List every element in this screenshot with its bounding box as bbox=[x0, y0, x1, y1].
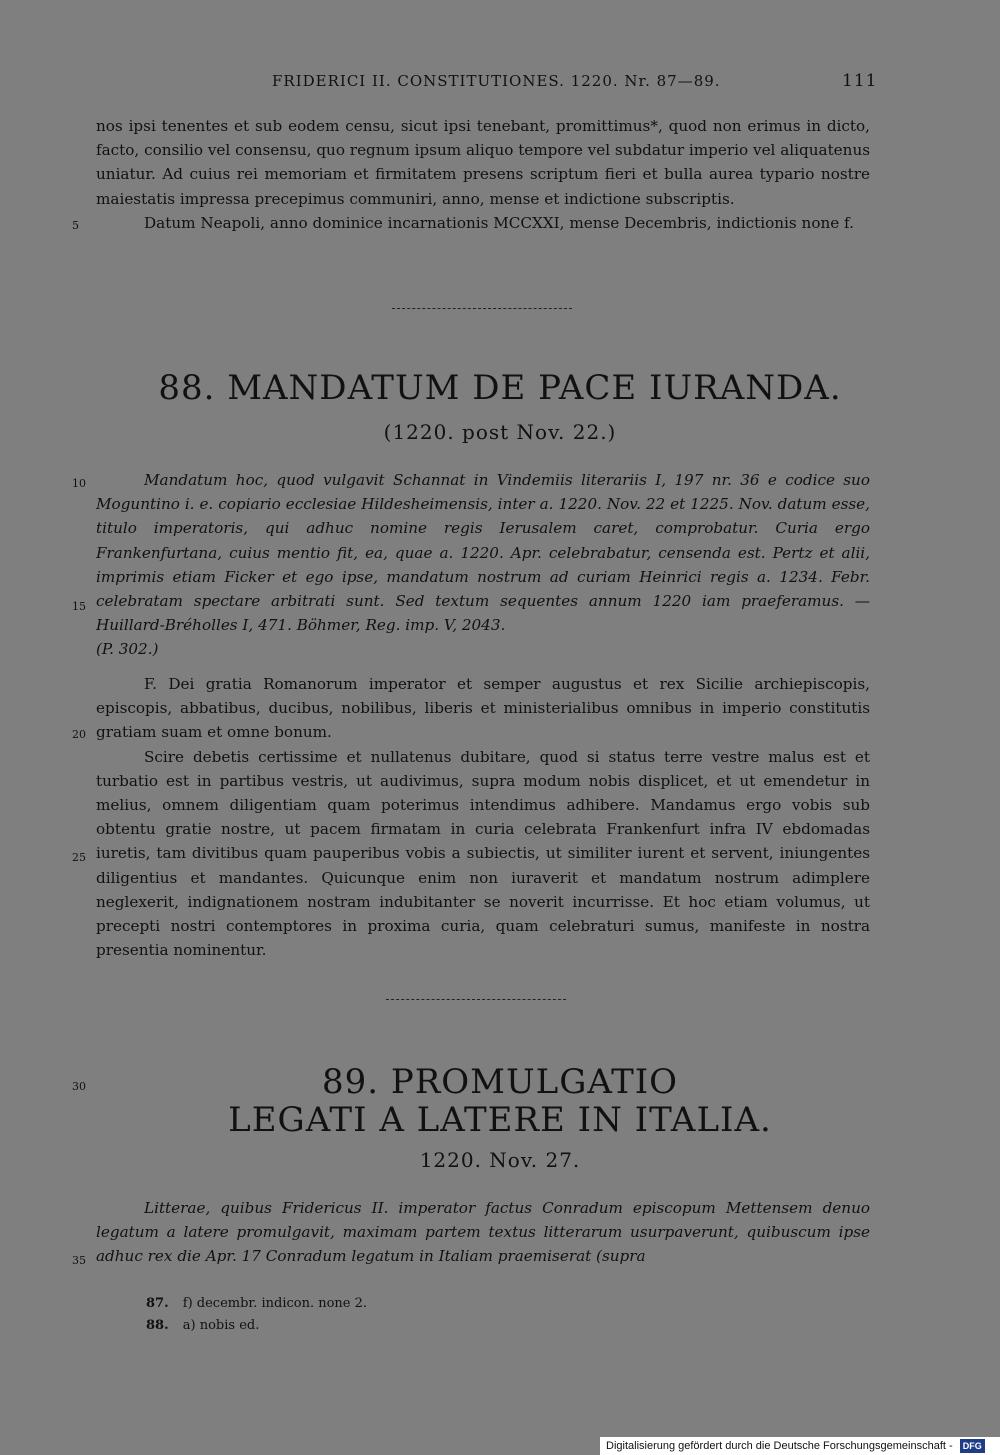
footnote-text: a) nobis ed. bbox=[182, 1318, 260, 1333]
doc89-date: 1220. Nov. 27. bbox=[419, 1148, 581, 1172]
footnote-87 bbox=[146, 1293, 367, 1315]
funding-footer bbox=[600, 1437, 1000, 1455]
doc88-reference: (P. 302.) bbox=[96, 640, 159, 659]
funding-text: Digitalisierung gefördert durch die Deutsche Forschungsgemeinschaft - bbox=[606, 1440, 953, 1452]
doc88-title: 88. MANDATUM DE PACE IURANDA. bbox=[158, 368, 842, 408]
section-divider bbox=[392, 308, 572, 310]
line-number: 5 bbox=[72, 219, 79, 232]
doc88-date: (1220. post Nov. 22.) bbox=[383, 420, 617, 444]
doc88-intro: Mandatum hoc, quod vulgavit Schannat in Vindemiis literariis I, 197 nr. 36 e codice suo Moguntino i. e. copiario ecclesiae Hildesheimensis, inter a. 1220. Nov. 22 et 1225. Nov. datum esse, titulo imperatoris, qui adhuc nomine regis Ierusalem caret, comprobatur. Curia ergo Frankenfurtana, cuius mentio fit, ea, quae a. 1220. Apr. celebrabatur, censenda est. Pertz et alii, imprimis etiam Ficker et ego ipse, mandatum nostrum ad curiam Heinrici regis a. 1234. Febr. celebratam spectare arbitrati sunt. Sed textum sequentes annum 1220 iam praeferamus. — Huillard-Bréholles I, 471. Böhmer, Reg. imp. V, 2043. bbox=[96, 471, 870, 635]
footnote-label: 88. bbox=[146, 1318, 169, 1333]
doc88-para1: F. Dei gratia Romanorum imperator et semper augustus et rex Sicilie archiepiscopis, episcopis, abbatibus, ducibus, nobilibus, liberis et ministerialibus omnibus in imperio constitutis gratiam suam et omne bonum. bbox=[96, 675, 870, 742]
doc89-intro-block bbox=[96, 1196, 870, 1269]
line-number: 30 bbox=[72, 1080, 86, 1093]
doc87-datum: Datum Neapoli, anno dominice incarnationis MCCXXI, mense Decembris, indictionis none f. bbox=[144, 213, 854, 232]
doc88-intro-block bbox=[96, 468, 870, 662]
line-number: 10 bbox=[72, 477, 86, 490]
doc88-para2: Scire debetis certissime et nullatenus dubitare, quod si status terre vestre malus est et turbatio est in partibus vestris, ut audivimus, supra modum nobis displicet, et ut emendetur in melius, omnem diligentiam quam poterimus intendimus adhibere. Mandamus ergo vobis sub obtentu gratie nostre, ut pacem firmatam in curia celebrata Frankenfurt infra IV ebdomadas iuretis, tam divitibus quam pauperibus vobis a subiectis, ut similiter iurent et servent, iniungentes diligentius et mandantes. Quicunque enim non iuraverit et mandatum nostrum adimplere neglexerit, indignationem nostram indubitanter se noverit incurrisse. Et hoc etiam volumus, ut precepti nostri contemptores in proxima curia, quam celebraturi sumus, manifeste in nostra presentia nominentur. bbox=[96, 747, 870, 960]
footnotes bbox=[146, 1293, 367, 1337]
running-head bbox=[0, 72, 1000, 96]
doc89-title-line2: LEGATI A LATERE IN ITALIA. bbox=[228, 1100, 772, 1140]
doc87-continuation bbox=[96, 114, 870, 235]
line-number: 20 bbox=[72, 728, 86, 741]
doc87-text: nos ipsi tenentes et sub eodem censu, sicut ipsi tenebant, promittimus*, quod non erimus in dicto, facto, consilio vel consensu, quo regnum ipsum aliquo tempore vel subdatur imperio vel aliquatenus uniatur. Ad cuius rei memoriam et firmitatem presens scriptum fieri et bulla aurea typario nostre maiestatis impressa precepimus communiri, anno, mense et indictione subscriptis. bbox=[96, 117, 871, 208]
section-divider bbox=[386, 999, 566, 1001]
page-number: 111 bbox=[842, 71, 878, 91]
doc88-body bbox=[96, 672, 870, 962]
dfg-logo: DFG bbox=[960, 1439, 985, 1453]
footnote-label: 87. bbox=[146, 1296, 169, 1311]
doc89-title-line1: 89. PROMULGATIO bbox=[321, 1062, 679, 1102]
running-title: FRIDERICI II. CONSTITUTIONES. 1220. Nr. 87—89. bbox=[272, 72, 721, 90]
line-number: 25 bbox=[72, 851, 86, 864]
footnote-text: f) decembr. indicon. none 2. bbox=[182, 1296, 368, 1311]
line-number: 35 bbox=[72, 1254, 86, 1267]
line-number: 15 bbox=[72, 600, 86, 613]
footnote-88 bbox=[146, 1315, 367, 1337]
doc89-intro: Litterae, quibus Fridericus II. imperator factus Conradum episcopum Mettensem denuo legatum a latere promulgavit, maximam partem textus litterarum usurpaverunt, quibuscum ipse adhuc rex die Apr. 17 Conradum legatum in Italiam praemiserat (supra bbox=[96, 1199, 870, 1266]
